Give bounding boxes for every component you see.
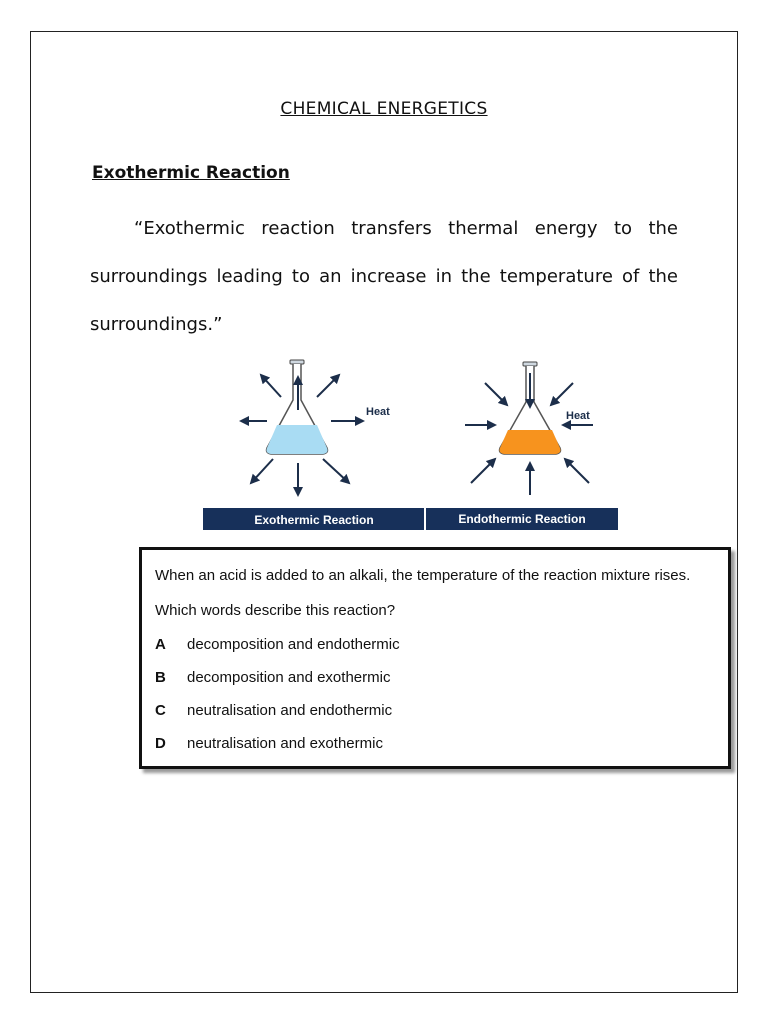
question-stem: When an acid is added to an alkali, the temperature of the reaction mixture rises.: [155, 567, 691, 584]
definition-text: “Exothermic reaction transfers thermal energy to the surroundings leading to an increase in the temperature of the surroundings.”: [90, 218, 678, 335]
reaction-diagram: [203, 355, 618, 530]
option-text: neutralisation and exothermic: [187, 735, 383, 752]
endo-caption: Endothermic Reaction: [458, 512, 586, 526]
option-text: decomposition and endothermic: [187, 636, 400, 653]
endothermic-flask: [465, 362, 593, 495]
option-letter: A: [155, 636, 166, 653]
page-title: CHEMICAL ENERGETICS: [280, 99, 488, 119]
endo-liquid: [500, 430, 561, 454]
definition-quote: [90, 205, 678, 349]
reaction-diagram-svg: [203, 355, 618, 530]
exo-liquid: [267, 425, 328, 454]
question-box: [139, 547, 731, 769]
question-prompt: Which words describe this reaction?: [155, 602, 396, 619]
endo-heat-label: Heat: [566, 410, 590, 422]
exo-caption: Exothermic Reaction: [254, 513, 374, 527]
exo-heat-label: Heat: [366, 406, 390, 418]
option-letter: C: [155, 702, 166, 719]
option-letter: D: [155, 735, 166, 752]
section-heading: Exothermic Reaction: [92, 163, 290, 183]
option-text: decomposition and exothermic: [187, 669, 391, 686]
exothermic-flask: [241, 360, 390, 495]
option-letter: B: [155, 669, 166, 686]
option-text: neutralisation and endothermic: [187, 702, 393, 719]
